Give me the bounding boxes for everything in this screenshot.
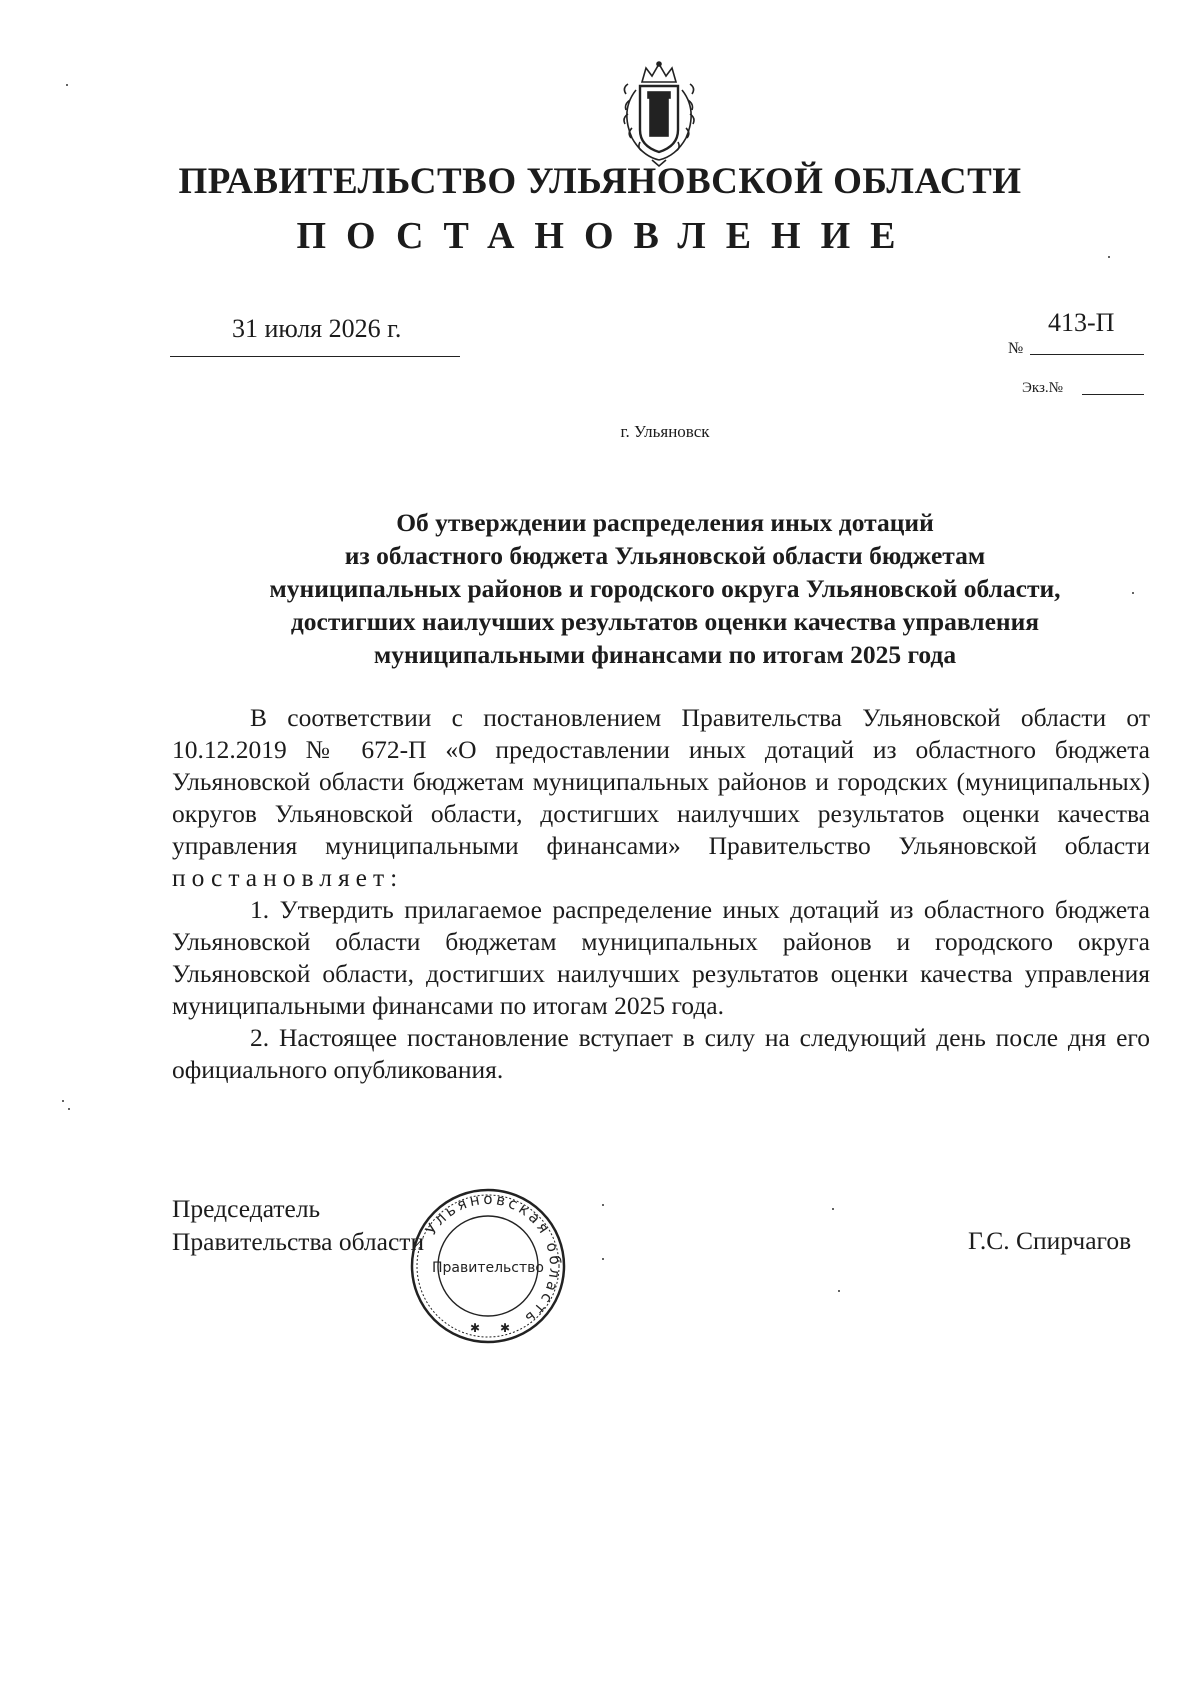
item-2-paragraph: 2. Настоящее постановление вступает в силу на следующий день после дня его официального опубликования. [172,1023,1150,1084]
document-subject [120,506,1200,671]
resolves-word: постановляет: [172,863,404,892]
seal-ring-text: Ульяновская область [421,1189,565,1330]
scan-speck [62,1100,64,1102]
number-label: № [1008,340,1024,357]
preamble-text: В соответствии с постановлением Правительства Ульяновской области от 10.12.2019 № 672-П «О предоставлении иных дотаций из областного бюджета Ульяновской области бюджетам муниципальных районов и городских (муниципальных) округов Ульяновской области, достигших наилучших результатов оценки качества управления муниципальными финансами» [172,703,1150,860]
scan-speck [66,84,68,86]
government-title: ПРАВИТЕЛЬСТВО УЛЬЯНОВСКОЙ ОБЛАСТИ [178,161,1022,202]
subject-line: муниципальными финансами по итогам 2025 года [373,640,957,669]
number-underline [1030,354,1144,355]
subject-line: Об утверждении распределения иных дотаций [396,508,934,537]
preamble-end: Правительство Ульяновской области [708,831,1151,860]
copy-number-label: Экз.№ [1022,380,1063,396]
scan-speck [838,1290,840,1292]
scan-speck [602,1258,604,1260]
signatory-name: Г.С. Спирчагов [968,1226,1132,1255]
subject-line: из областного бюджета Ульяновской области бюджетам [344,541,986,570]
position-line: Правительства области [172,1227,425,1256]
preamble-paragraph [172,702,1150,894]
document-type-heading: ПОСТАНОВЛЕНИЕ [296,215,916,257]
signatory-position [172,1192,424,1258]
scan-speck [68,1108,70,1110]
position-line: Председатель [172,1194,321,1223]
subject-line: муниципальных районов и городского округа Ульяновской области, [269,574,1061,603]
subject-line: достигших наилучших результатов оценки качества управления [290,607,1040,636]
coat-of-arms-icon [612,60,706,168]
seal-center-text: Правительство [432,1260,544,1276]
item-1-paragraph: 1. Утвердить прилагаемое распределение иных дотаций из областного бюджета Ульяновской области бюджетам муниципальных районов и городского округа Ульяновской области, достигших наилучших результатов оценки качества управления муниципальными финансами по итогам 2025 года. [172,895,1150,1020]
document-number: 413-П [1048,308,1115,337]
document-date: 31 июля 2026 г. [232,314,402,343]
scan-speck [602,1204,604,1206]
seal-star-icon: ✱ [500,1321,511,1335]
scan-speck [1132,592,1134,594]
copy-number-underline [1082,394,1144,395]
document-body [172,702,1150,1086]
scan-speck [832,1208,834,1210]
scan-speck [1108,256,1110,258]
city-line: г. Ульяновск [620,422,710,441]
seal-star-icon: ✱ [470,1321,481,1335]
date-underline [170,356,460,357]
official-seal-icon [408,1186,568,1346]
